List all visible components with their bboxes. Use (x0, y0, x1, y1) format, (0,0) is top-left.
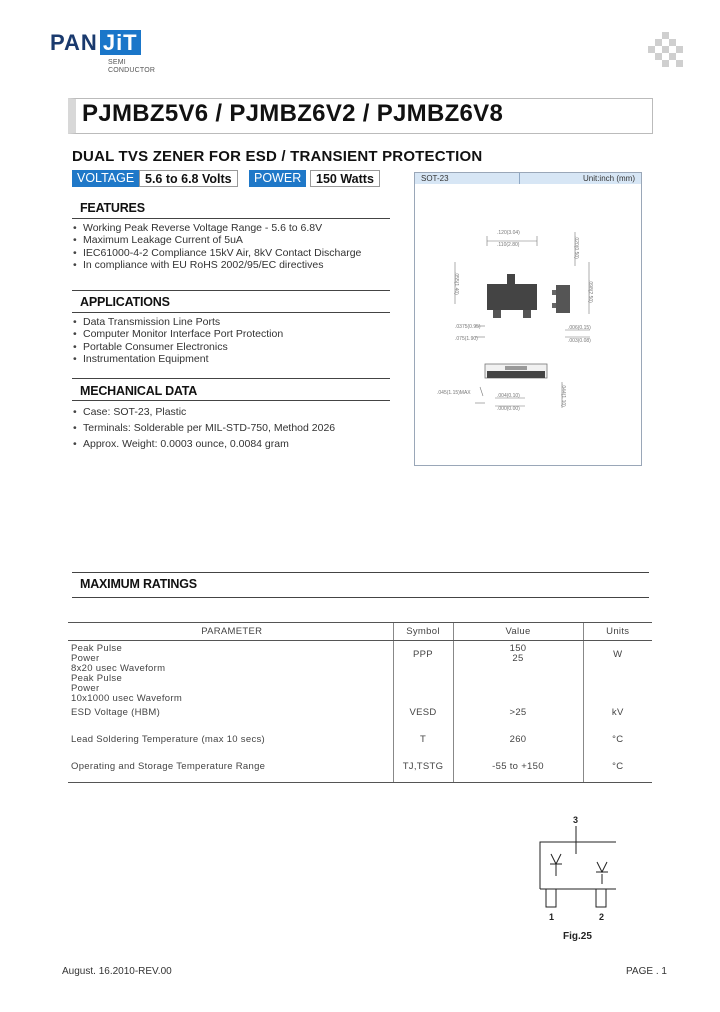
svg-text:.003(0.08): .003(0.08) (568, 338, 591, 344)
svg-text:.000(0.00): .000(0.00) (497, 406, 520, 412)
list-item: • Portable Consumer Electronics (72, 341, 402, 353)
max-ratings-rule-top (72, 572, 649, 573)
power-badge-value: 150 Watts (310, 170, 380, 187)
pin-2-label: 2 (599, 912, 605, 922)
col-value: Value (453, 623, 583, 641)
voltage-badge-label: VOLTAGE (72, 170, 139, 187)
list-item: • IEC61000-4-2 Compliance 15kV Air, 8kV Contact Discharge (72, 247, 402, 259)
power-badge-label: POWER (249, 170, 306, 187)
mechanical-list (72, 404, 402, 452)
cell-units: °C (583, 758, 652, 782)
cell-value: -55 to +150 (453, 758, 583, 782)
cell-value (453, 641, 583, 705)
cell-parameter: Lead Soldering Temperature (max 10 secs) (71, 734, 266, 745)
page-subtitle: DUAL TVS ZENER FOR ESD / TRANSIENT PROTECTION (72, 148, 483, 165)
applications-rule (72, 312, 390, 313)
list-item: • Instrumentation Equipment (72, 353, 402, 365)
applications-rule-top (72, 290, 390, 291)
list-item: • Terminals: Solderable per MIL-STD-750, Method 2026 (72, 420, 402, 436)
row0-param-b: Peak Pulse Power (71, 673, 123, 694)
applications-heading: APPLICATIONS (80, 295, 170, 309)
svg-text:.020(0.50): .020(0.50) (573, 236, 579, 259)
cell-value: 260 (453, 731, 583, 758)
col-parameter: PARAMETER (68, 623, 393, 641)
table-header-row (68, 623, 652, 641)
cell-units: °C (583, 731, 652, 758)
mechanical-heading: MECHANICAL DATA (80, 384, 198, 398)
table-row (68, 704, 652, 731)
svg-text:.075(1.90): .075(1.90) (455, 336, 478, 342)
list-item: • Computer Monitor Interface Port Protection (72, 328, 402, 340)
max-ratings-heading: MAXIMUM RATINGS (80, 577, 197, 591)
svg-text:.045(1.15)MAX: .045(1.15)MAX (437, 390, 471, 396)
row0-param-a: Peak Pulse Power (71, 643, 123, 664)
cell-symbol: T (393, 731, 453, 758)
list-item: • Maximum Leakage Current of 5uA (72, 234, 402, 246)
max-ratings-rule (72, 597, 649, 598)
max-ratings-table (68, 622, 652, 783)
cell-symbol: VESD (393, 704, 453, 731)
panjit-logo (50, 30, 170, 80)
applications-list (72, 316, 402, 366)
pin-3-label: 3 (573, 815, 579, 825)
mechanical-rule-top (72, 378, 390, 379)
package-name: SOT-23 (421, 174, 449, 183)
svg-text:.120(3.04): .120(3.04) (497, 230, 520, 236)
col-symbol: Symbol (393, 623, 453, 641)
cell-parameter: Operating and Storage Temperature Range (68, 758, 393, 782)
table-row (68, 758, 652, 782)
list-item: • In compliance with EU RoHS 2002/95/EC directives (72, 259, 402, 271)
package-dimension-drawing (415, 184, 641, 465)
row0-wave-a: 8x20 usec Waveform (71, 663, 166, 674)
package-units: Unit:inch (mm) (582, 174, 635, 183)
features-list (72, 222, 402, 272)
col-units: Units (583, 623, 652, 641)
svg-text:.098(2.50): .098(2.50) (587, 280, 593, 303)
row0-value-b: 25 (512, 653, 524, 664)
list-item: • Case: SOT-23, Plastic (72, 404, 402, 420)
cell-value: >25 (453, 704, 583, 731)
mechanical-rule (72, 400, 390, 401)
features-heading: FEATURES (80, 201, 145, 215)
logo-sub-line1: SEMI (108, 59, 126, 66)
pin-1-label: 1 (549, 912, 555, 922)
svg-text:.044(1.10): .044(1.10) (560, 384, 566, 407)
logo-subtitle (108, 59, 155, 75)
package-header-divider (519, 173, 520, 184)
list-item: • Working Peak Reverse Voltage Range - 5.6 to 6.8V (72, 222, 402, 234)
circuit-diagram (530, 814, 620, 924)
cell-symbol: TJ,TSTG (393, 758, 453, 782)
row0-value-a: 150 (509, 643, 527, 654)
cell-parameter (68, 641, 393, 705)
table-row (68, 731, 652, 758)
list-item: • Approx. Weight: 0.0003 ounce, 0.0084 gram (72, 436, 402, 452)
svg-text:.006(0.15): .006(0.15) (568, 325, 591, 331)
svg-text:.110(2.80): .110(2.80) (497, 242, 520, 248)
cell-symbol: PPP (393, 641, 453, 705)
table-row (68, 641, 652, 705)
figure-caption: Fig.25 (563, 931, 592, 942)
svg-text:.004(0.10): .004(0.10) (497, 393, 520, 399)
footer-page: PAGE . 1 (626, 966, 667, 977)
cell-units: W (583, 641, 652, 705)
corner-pattern-decoration (648, 32, 684, 68)
svg-text:.055(1.40): .055(1.40) (453, 272, 459, 295)
row0-wave-b: 10x1000 usec Waveform (71, 693, 183, 704)
footer-date: August. 16.2010-REV.00 (62, 966, 172, 977)
features-rule (72, 218, 390, 219)
voltage-badge-value: 5.6 to 6.8 Volts (139, 170, 238, 187)
cell-units: kV (583, 704, 652, 731)
logo-wordmark (50, 30, 141, 56)
page-title: PJMBZ5V6 / PJMBZ6V2 / PJMBZ6V8 (82, 100, 504, 127)
logo-sub-line2: CONDUCTOR (108, 67, 156, 74)
package-outline-box (414, 172, 642, 466)
svg-text:.0375(0.95): .0375(0.95) (455, 324, 481, 330)
cell-parameter: ESD Voltage (HBM) (71, 707, 161, 718)
logo-jit-text: JiT (100, 30, 141, 55)
logo-pan-text: PAN (50, 30, 98, 55)
package-header (415, 173, 641, 184)
list-item: • Data Transmission Line Ports (72, 316, 402, 328)
